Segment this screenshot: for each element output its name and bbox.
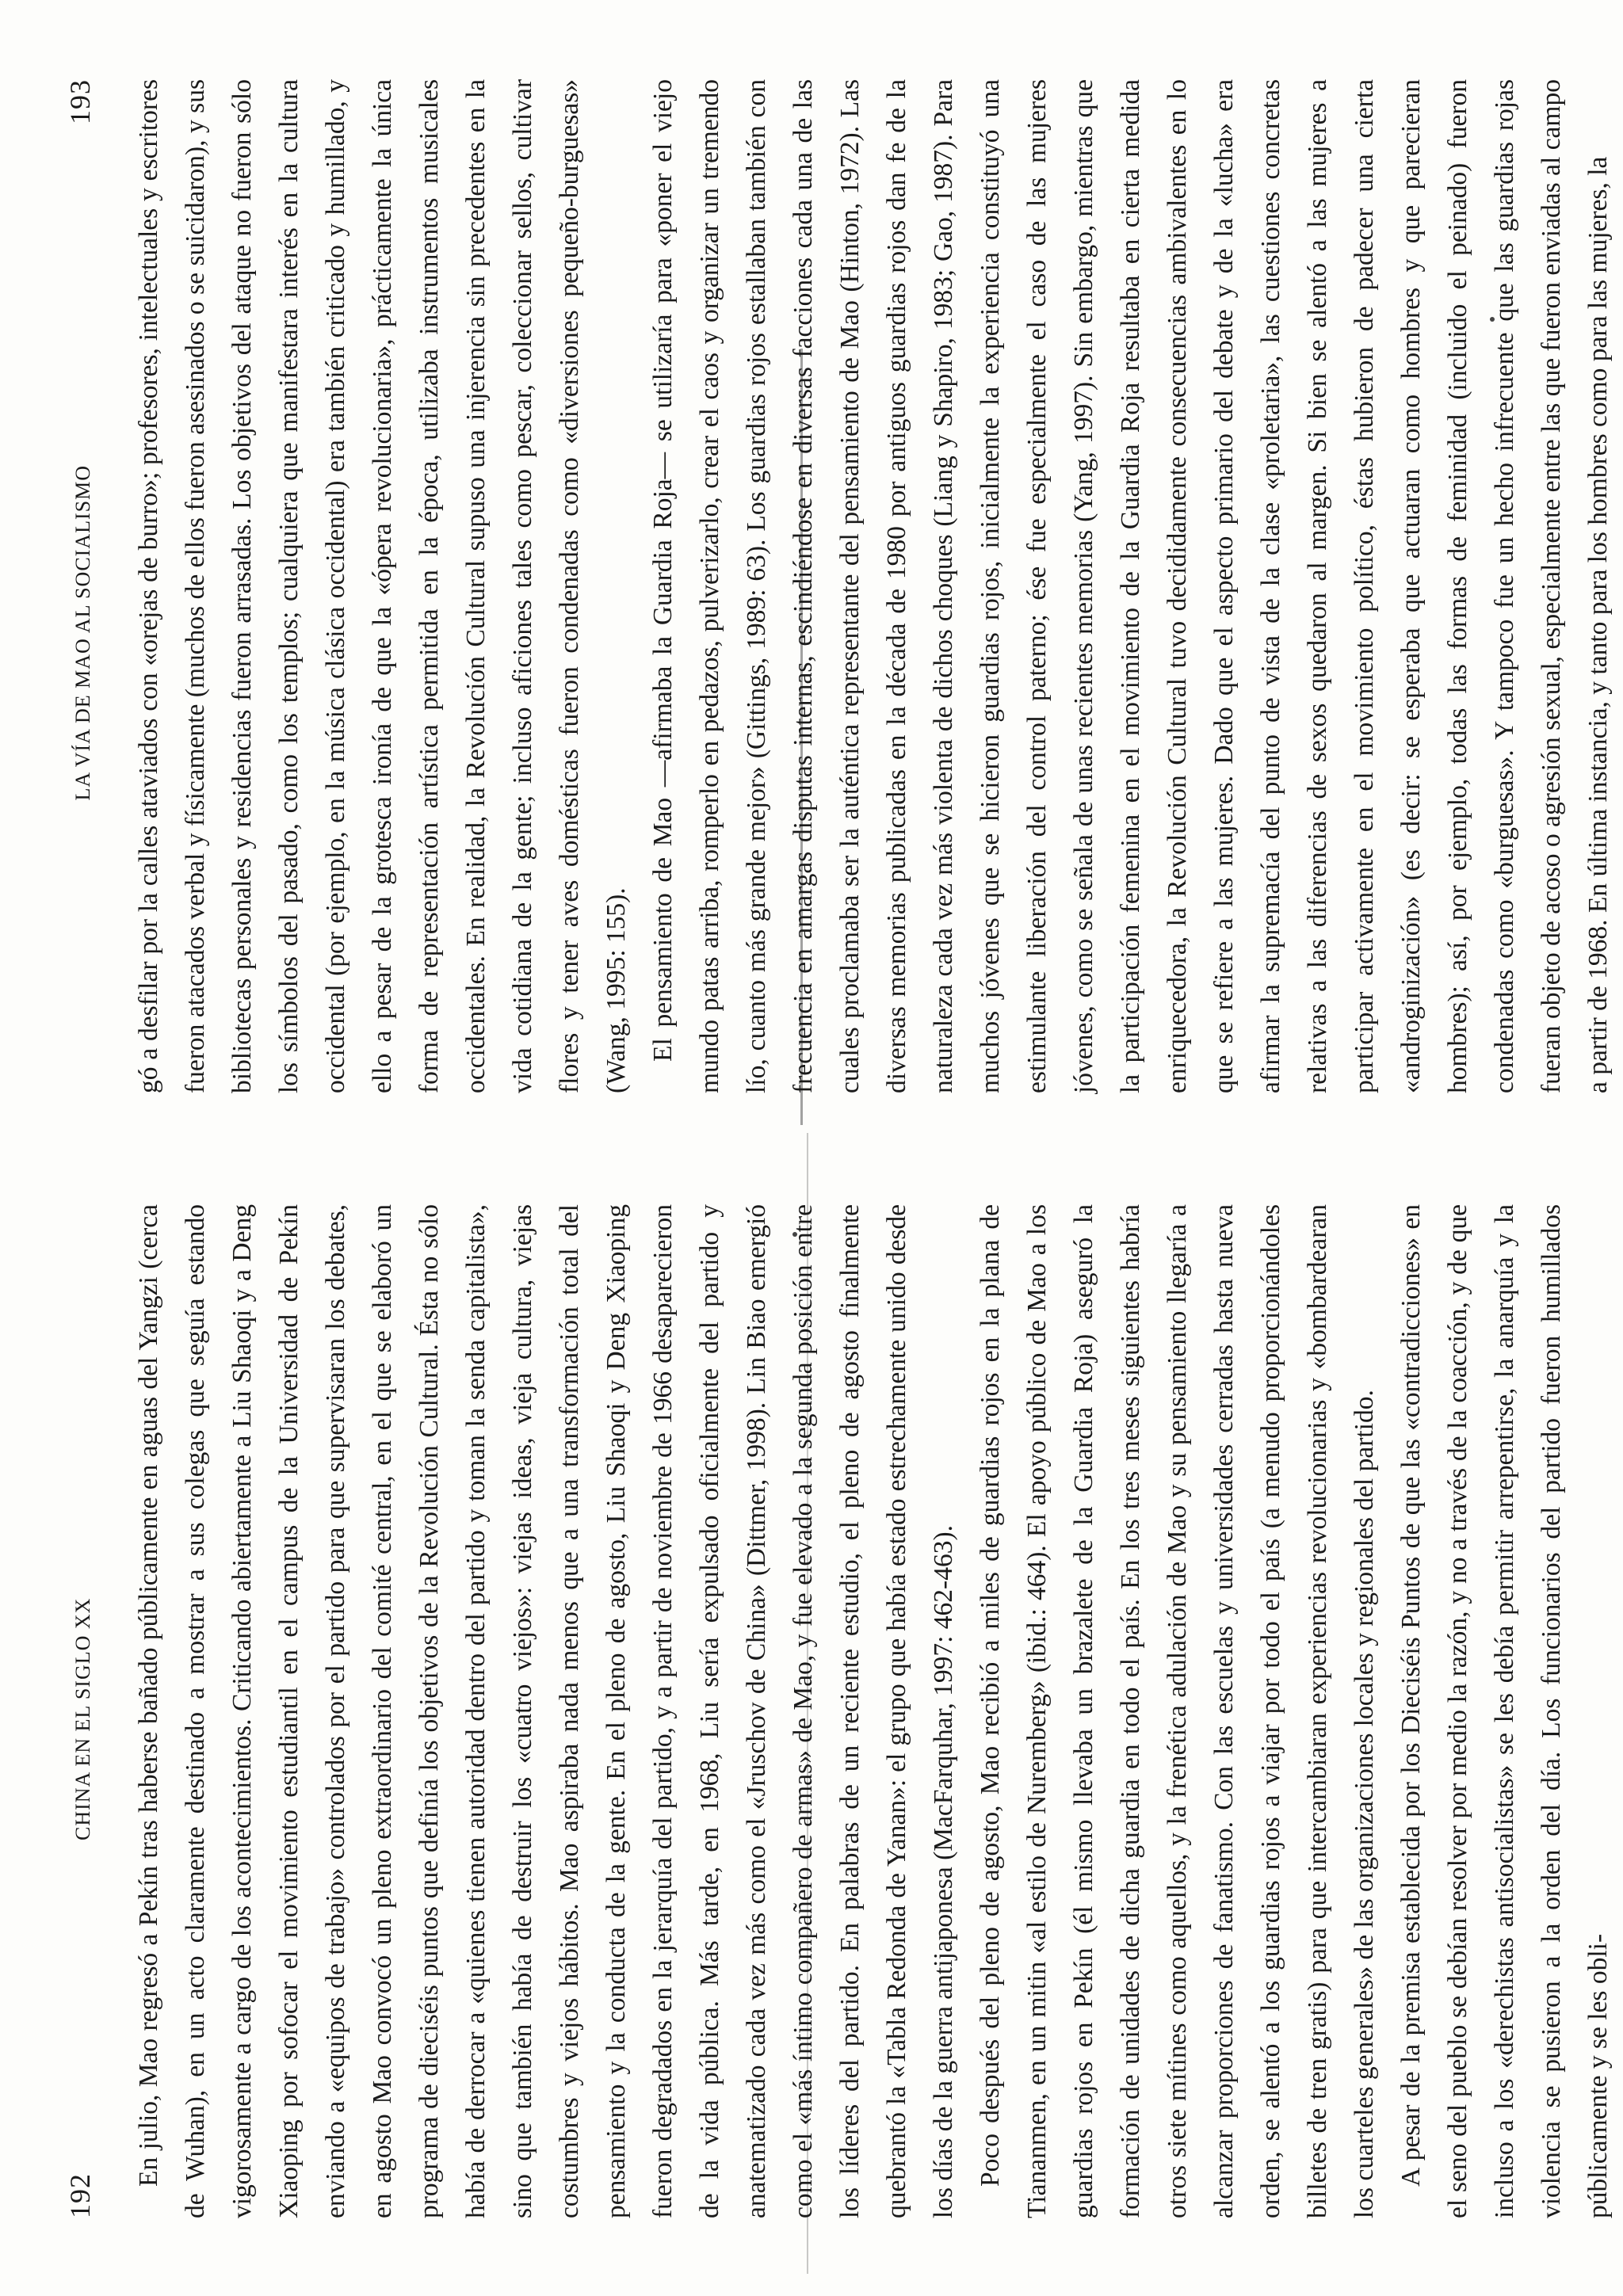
running-head <box>63 1204 111 2218</box>
page-number: 193 <box>64 79 96 124</box>
body-text <box>125 1204 1621 2218</box>
paragraph: Poco después del pleno de agosto, Mao recibió a miles de guardias rojos en la plana de Tiananmen, en un mitin «al estilo de Nuremberg» (ibid.: 464). El apoyo público de Mao a los guardias rojos en Pekín (él mismo llevaba un brazalete de la Guardia Roja) aseguró la formación de unidades de dicha guardia en todo el país. En los tres meses siguientes habría otros siete mítines como aquellos, y la frenética adulación de Mao y su pensamiento llegaría a alcanzar proporciones de fanatismo. Con las escuelas y universidades cerradas hasta nueva orden, se alentó a los guardias rojos a viajar por todo el país (a menudo proporcionándoles billetes de tren gratis) para que intercambiaran experiencias revolucionarias y «bombardearan los cuarteles generales» de las organizaciones locales y regionales del partido. <box>976 1204 1379 2218</box>
body-text <box>125 79 1621 1093</box>
paragraph: A pesar de la premisa establecida por los Dieciséis Puntos de que las «contradicciones» en el seno del pueblo se debían resolver por medio la razón, y no a través de la coacción, y de que incluso a los «derechistas antisocialistas» se les debía permitir arrepentirse, la anarquía y la violencia se pusieron a la orden del día. Los funcionarios del partido fueron humillados públicamente y se les obli- <box>1396 1204 1613 2218</box>
page-number: 192 <box>64 2173 96 2218</box>
paragraph: En julio, Mao regresó a Pekín tras haberse bañado públicamente en aguas del Yangzi (cerca de Wuhan), en un acto claramente destinado a mostrar a sus colegas que seguía estando vigorosamente a cargo de los acontecimientos. Criticando abiertamente a Liu Shaoqi y a Deng Xiaoping por sofocar el movimiento estudiantil en el campus de la Universidad de Pekín enviando a «equipos de trabajo» controlados por el partido para que supervisaran los debates, en agosto Mao convocó un pleno extraordinario del comité central, en el que se elaboró un programa de dieciséis puntos que definía los objetivos de la Revolución Cultural. Ésta no sólo había de derrocar a «quienes tienen autoridad dentro del partido y toman la senda capitalista», sino que también había de destruir los «cuatro viejos»: viejas ideas, vieja cultura, viejas costumbres y viejos hábitos. Mao aspiraba nada menos que a una transformación total del pensamiento y la conducta de la gente. En el pleno de agosto, Liu Shaoqi y Deng Xiaoping fueron degradados en la jerarquía del partido, y a partir de noviembre de 1966 desaparecieron de la vida pública. Más tarde, en 1968, Liu sería expulsado oficialmente del partido y anatematizado cada vez más como el «Jruschov de China» (Dittmer, 1998). Lin Biao emergió como el «más íntimo compañero de armas» de Mao, y fue elevado a la segunda posición entre los líderes del partido. En palabras de un reciente estudio, el pleno de agosto finalmente quebrantó la «Tabla Redonda de Yanan»: el grupo que había estado estrechamente unido desde los días de la guerra antijaponesa (MacFarquhar, 1997: 462-463). <box>134 1204 958 2218</box>
paragraph: gó a desfilar por la calles ataviados con «orejas de burro»; profesores, intelectuales y escritores fueron atacados verbal y físicamente (muchos de ellos fueron asesinados o se suicidaron), y sus bibliotecas personales y residencias fueron arrasadas. Los objetivos del ataque no fueron sólo los símbolos del pasado, como los templos; cualquiera que manifestara interés en la cultura occidental (por ejemplo, en la música clásica occidental) era también criticado y humillado, y ello a pesar de la grotesca ironía de que la «ópera revolucionaria», prácticamente la única forma de representación artística permitida en la época, utilizaba instrumentos musicales occidentales. En realidad, la Revolución Cultural supuso una injerencia sin precedentes en la vida cotidiana de la gente; incluso aficiones tales como pescar, coleccionar sellos, cultivar flores y tener aves domésticas fueron condenadas como «diversiones pequeño-burguesas» (Wang, 1995: 155). <box>134 79 631 1093</box>
paragraph: El pensamiento de Mao —afirmaba la Guardia Roja— se utilizaría para «poner el viejo mundo patas arriba, romperlo en pedazos, pulverizarlo, crear el caos y organizar un tremendo lío, cuanto más grande mejor» (Gittings, 1989: 63). Los guardias rojos estallaban también con frecuencia en amargas disputas internas, escindiéndose en diversas facciones cada una de las cuales proclamaba ser la auténtica representante del pensamiento de Mao (Hinton, 1972). Las diversas memorias publicadas en la década de 1980 por antiguos guardias rojos dan fe de la naturaleza cada vez más violenta de dichos choques (Liang y Shapiro, 1983; Gao, 1987). Para muchos jóvenes que se hicieron guardias rojos, inicialmente la experiencia constituyó una estimulante liberación del control paterno; ése fue especialmente el caso de las mujeres jóvenes, como se señala de unas recientes memorias (Yang, 1997). Sin embargo, mientras que la participación femenina en el movimiento de la Guardia Roja resultaba en cierta medida enriquecedora, la Revolución Cultural tuvo decididamente consecuencias ambivalentes en lo que se refiere a las mujeres. Dado que el aspecto primario del debate y de la «lucha» era afirmar la supremacía del punto de vista de la clase «proletaria», las cuestiones concretas relativas a las diferencias de sexos quedaron al margen. Si bien se alentó a las mujeres a participar activamente en el movimiento político, éstas hubieron de padecer una cierta «androginización» (es decir: se esperaba que actuaran como hombres y que parecieran hombres); así, por ejemplo, todas las formas de feminidad (incluido el peinado) fueron condenadas como «burguesas». Y tampoco fue un hecho infrecuente que las guardias rojas fueran objeto de acoso o agresión sexual, especialmente entre las que fueron enviadas al campo a partir de 1968. En última instancia, y tanto para los hombres como para las mujeres, la <box>648 79 1613 1093</box>
running-head <box>63 79 111 1093</box>
running-head-title: CHINA EN EL SIGLO XX <box>71 1597 94 1840</box>
running-head-title: LA VÍA DE MAO AL SOCIALISMO <box>71 465 94 801</box>
page-192 <box>63 1204 1613 2218</box>
page-193 <box>63 79 1613 1093</box>
